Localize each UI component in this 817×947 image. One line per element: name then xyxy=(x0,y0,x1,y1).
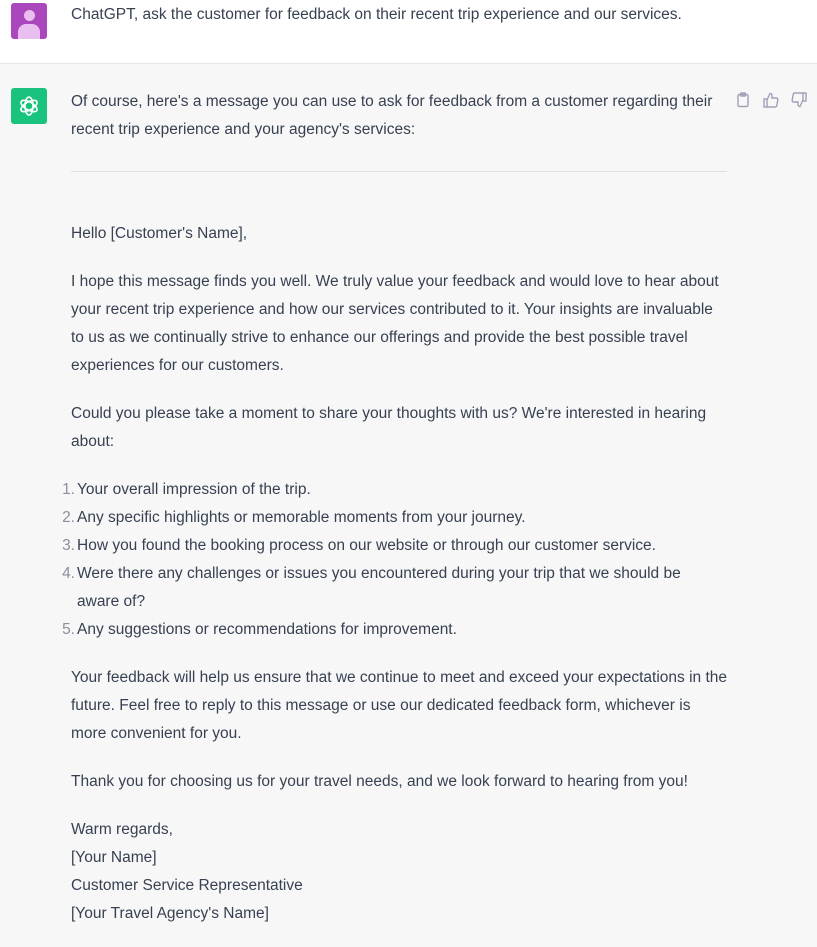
list-item: 5. Any suggestions or recommendations for improvement. xyxy=(62,621,457,638)
user-message-row xyxy=(0,0,817,64)
list-item: 4. Were there any challenges or issues you encountered during your trip that we should be aware of? xyxy=(62,565,681,610)
paragraph-2: Could you please take a moment to share your thoughts with us? We're interested in hearing about: xyxy=(71,405,707,450)
thumbs-down-icon[interactable] xyxy=(791,92,807,108)
signature-line: Warm regards, xyxy=(71,821,173,838)
assistant-message-content xyxy=(62,88,728,928)
signature-line: [Your Travel Agency's Name] xyxy=(71,905,269,922)
greeting: Hello [Customer's Name], xyxy=(71,225,248,242)
list-item: 1. Your overall impression of the trip. xyxy=(62,481,311,498)
list-item: 2. Any specific highlights or memorable moments from your journey. xyxy=(62,509,526,526)
list-item: 3. How you found the booking process on our website or through our customer service. xyxy=(62,537,656,554)
paragraph-1: I hope this message finds you well. We truly value your feedback and would love to hear about your recent trip experience and how our services contributed to it. Your insights are invaluable to us as we continually strive to enhance our offerings and provide the best possible travel experiences for our customers. xyxy=(71,273,719,374)
feedback-list xyxy=(62,476,727,644)
signature-line: Customer Service Representative xyxy=(71,877,303,894)
divider xyxy=(71,171,727,172)
paragraph-3: Your feedback will help us ensure that we continue to meet and exceed your expectations in the future. Feel free to reply to this message or use our dedicated feedback form, whichever is more convenient for you. xyxy=(71,669,728,742)
thumbs-up-icon[interactable] xyxy=(763,92,779,108)
signature xyxy=(71,816,727,928)
signature-line: [Your Name] xyxy=(71,849,157,866)
user-message-text: ChatGPT, ask the customer for feedback on their recent trip experience and our services. xyxy=(71,6,682,23)
assistant-message-row xyxy=(0,64,817,947)
copy-icon[interactable] xyxy=(735,92,751,108)
intro-text: Of course, here's a message you can use to ask for feedback from a customer regarding their recent trip experience and your agency's services: xyxy=(71,93,713,138)
paragraph-4: Thank you for choosing us for your travel needs, and we look forward to hearing from you! xyxy=(71,773,688,790)
chatgpt-logo-icon xyxy=(11,88,47,124)
user-avatar xyxy=(11,3,47,39)
